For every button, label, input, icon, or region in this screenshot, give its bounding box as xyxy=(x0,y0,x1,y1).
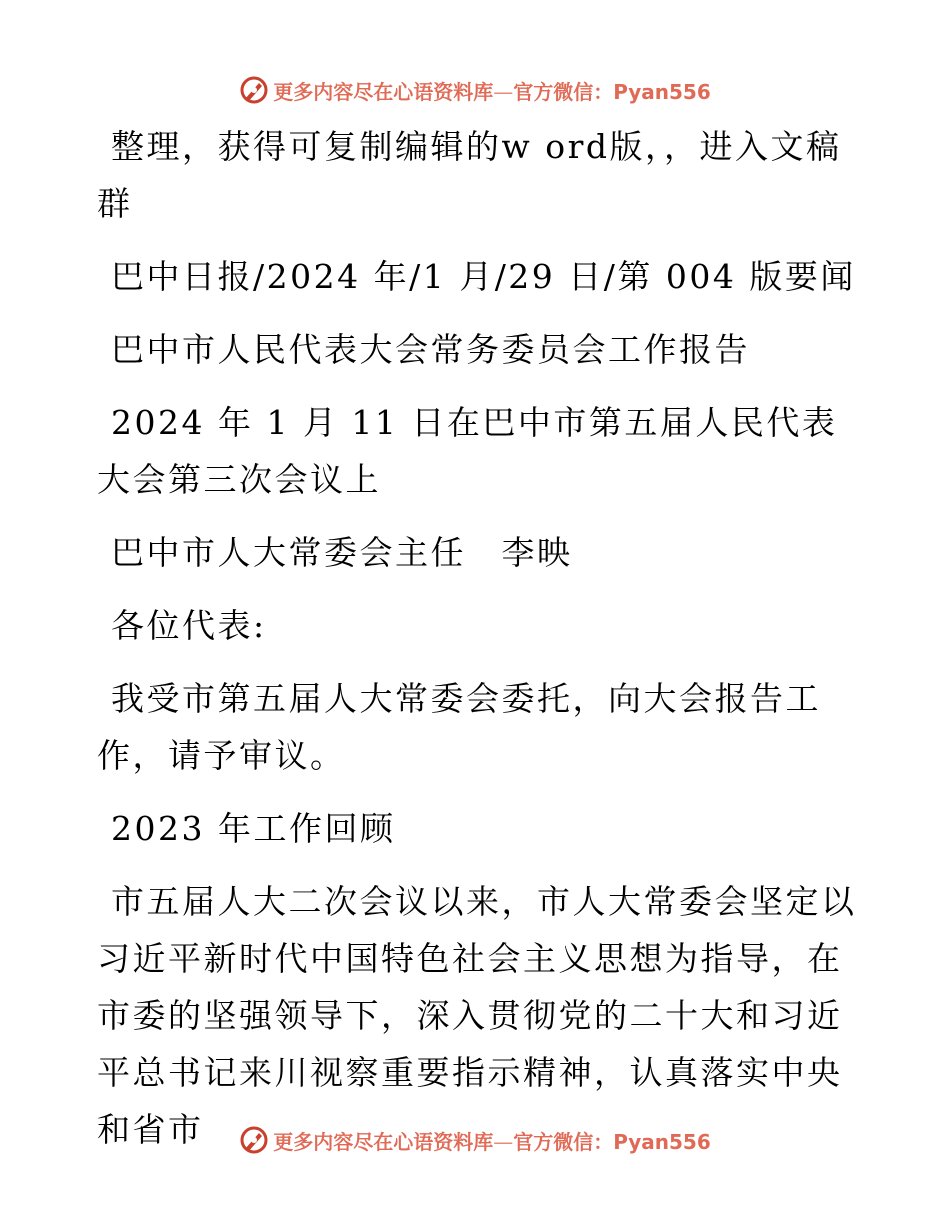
paragraph-opening: 我受市第五届人大常委会委托，向大会报告工作，请予审议。 xyxy=(97,679,821,775)
paragraph-intro-note: 整理，获得可复制编辑的w ord版，，进入文稿群 xyxy=(97,127,842,223)
red-pen-logo-icon xyxy=(239,75,269,105)
red-pen-logo-icon xyxy=(239,1125,269,1155)
page-header-watermark xyxy=(0,70,950,110)
paragraph-source-line: 巴中日报/2024 年/1 月/29 日/第 004 版要闻 xyxy=(111,257,856,296)
paragraph-author: 巴中市人大常委会主任 李映 xyxy=(111,533,573,572)
watermark-text: 更多内容尽在心语资料库—官方微信：Pyan556 xyxy=(273,1129,711,1154)
document-body xyxy=(97,118,857,1174)
paragraph-body: 市五届人大二次会议以来，市人大常委会坚定以习近平新时代中国特色社会主义思想为指导，在市委的坚强领导下，深入贯彻党的二十大和习近平总书记来川视察重要指示精神，认真落实中央和省市 xyxy=(97,882,857,1149)
section-heading: 2023 年工作回顾 xyxy=(111,809,396,848)
document-title: 巴中市人民代表大会常务委员会工作报告 xyxy=(111,330,750,369)
watermark-text: 更多内容尽在心语资料库—官方微信：Pyan556 xyxy=(273,79,711,104)
paragraph-salutation: 各位代表: xyxy=(111,606,267,645)
paragraph-meeting-date: 2024 年 1 月 11 日在巴中市第五届人民代表大会第三次会议上 xyxy=(97,403,838,499)
page-footer-watermark xyxy=(0,1120,950,1160)
